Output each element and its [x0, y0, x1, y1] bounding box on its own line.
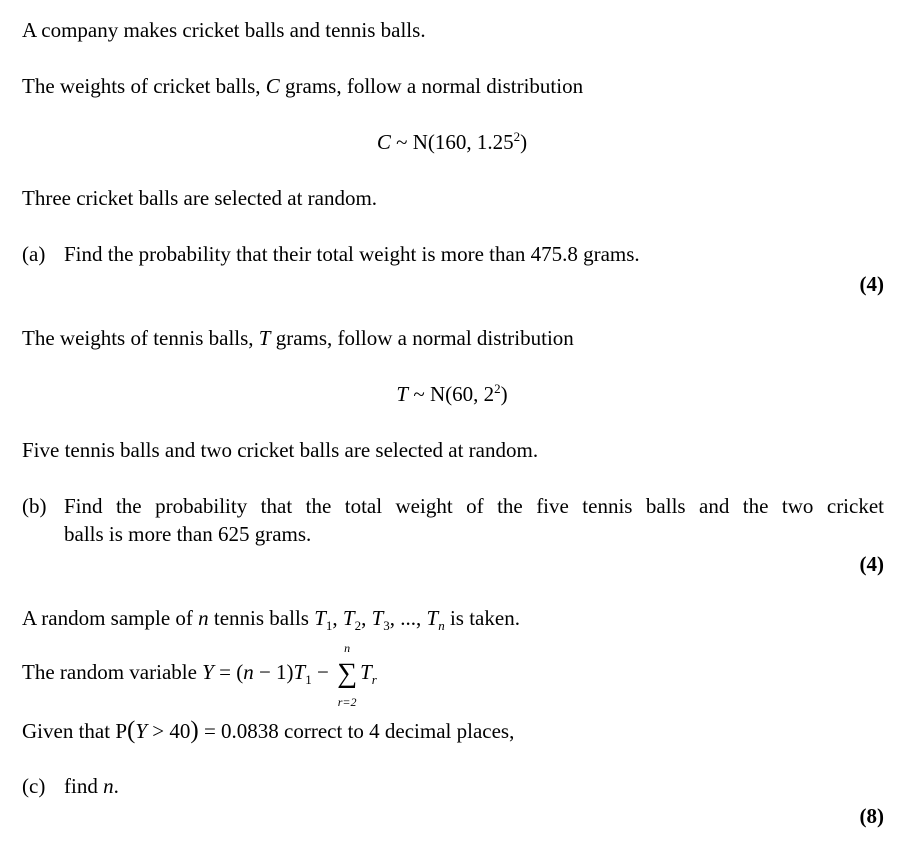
- tennis-formula-body: N(60, 2: [429, 382, 495, 406]
- five-two-selected-text: Five tennis balls and two cricket balls are selected at random.: [22, 438, 539, 462]
- part-c-marks: (8): [859, 804, 884, 828]
- sample-pre: A random sample of: [22, 606, 199, 630]
- part-a: [22, 244, 640, 265]
- sum-lower-limit: r=2: [337, 695, 357, 709]
- rv-minus: −: [311, 659, 335, 684]
- tennis-formula-var: T: [396, 382, 409, 406]
- tennis-formula: [0, 381, 904, 406]
- cricket-dist-post: grams, follow a normal distribution: [279, 74, 584, 98]
- part-a-marks: (4): [859, 272, 884, 296]
- given-pre: Given that: [22, 719, 116, 743]
- intro-text: A company makes cricket balls and tennis balls.: [22, 18, 426, 42]
- part-c-post: .: [113, 774, 119, 798]
- sample-t3: T: [371, 606, 384, 630]
- part-b-label: (b): [22, 494, 47, 518]
- sample-dots: ...,: [400, 606, 422, 630]
- rv-eq: = (: [213, 659, 244, 684]
- given-rparen: ): [190, 717, 199, 744]
- given-post: correct to 4 decimal places,: [278, 719, 515, 743]
- tennis-formula-tilde: ~: [413, 382, 425, 406]
- part-b: [22, 492, 884, 520]
- given-text: [22, 718, 514, 743]
- given-p: P: [115, 719, 127, 743]
- rv-n: n: [243, 659, 254, 684]
- given-gt: > 40: [147, 719, 191, 743]
- part-b-line2: balls is more than 625 grams.: [64, 522, 312, 546]
- sample-tn: T: [426, 606, 439, 630]
- rv-sub1: 1: [305, 672, 312, 687]
- cricket-formula-var: C: [376, 130, 391, 154]
- cricket-formula-tilde: ~: [396, 130, 408, 154]
- sample-sep2: ,: [361, 606, 372, 630]
- cricket-formula-body: N(160, 1.25: [412, 130, 514, 154]
- tennis-dist-post: grams, follow a normal distribution: [270, 326, 574, 350]
- cricket-dist-var: C: [265, 74, 280, 98]
- sample-subn: n: [438, 618, 445, 634]
- rv-minus1: − 1): [253, 659, 294, 684]
- part-c: [22, 776, 119, 797]
- sample-sub2: 2: [354, 618, 362, 634]
- sample-t2: T: [342, 606, 355, 630]
- sample-sub1: 1: [325, 618, 333, 634]
- sample-t1: T: [314, 606, 326, 630]
- rv-pre: The random variable: [22, 659, 203, 684]
- part-b-line1-text: Find the probability that the total weight of the five tennis balls and the two cricket: [64, 494, 884, 518]
- cricket-formula-exp: 2: [513, 129, 521, 144]
- summation: [336, 641, 358, 709]
- part-b-line1: [22, 492, 884, 520]
- sample-text: [22, 606, 520, 634]
- given-eq: = 0.0838: [198, 719, 279, 743]
- sample-sep3: ,: [389, 606, 401, 630]
- sample-sub3: 3: [383, 618, 390, 634]
- given-y: Y: [135, 719, 148, 743]
- random-variable-text: [22, 641, 377, 709]
- sigma-symbol: ∑: [337, 658, 358, 689]
- cricket-dist-pre: The weights of cricket balls,: [22, 74, 266, 98]
- rv-subr: r: [371, 672, 377, 687]
- cricket-formula: [0, 129, 904, 154]
- sample-post: is taken.: [444, 606, 520, 630]
- three-selected-text: Three cricket balls are selected at random.: [22, 186, 378, 210]
- part-a-label: (a): [22, 242, 46, 266]
- tennis-formula-close: ): [500, 382, 508, 406]
- tennis-formula-exp: 2: [494, 381, 501, 396]
- sample-n: n: [198, 606, 209, 630]
- sum-upper-limit: n: [344, 641, 351, 655]
- tennis-dist-var: T: [258, 326, 271, 350]
- sample-sep1: ,: [332, 606, 343, 630]
- tennis-distribution-text: [22, 328, 574, 349]
- part-c-pre: find: [64, 774, 104, 798]
- rv-y: Y: [202, 659, 214, 684]
- rv-t1: T: [293, 659, 306, 684]
- part-c-label: (c): [22, 774, 46, 798]
- given-lparen: (: [127, 717, 136, 744]
- part-c-n: n: [103, 774, 114, 798]
- sample-mid: tennis balls: [208, 606, 315, 630]
- cricket-formula-close: ): [520, 130, 528, 154]
- part-a-text: Find the probability that their total weight is more than 475.8 grams.: [64, 242, 640, 266]
- tennis-dist-pre: The weights of tennis balls,: [22, 326, 259, 350]
- cricket-distribution-text: [22, 76, 583, 97]
- part-b-marks: (4): [859, 552, 884, 576]
- rv-tr: T: [360, 659, 372, 684]
